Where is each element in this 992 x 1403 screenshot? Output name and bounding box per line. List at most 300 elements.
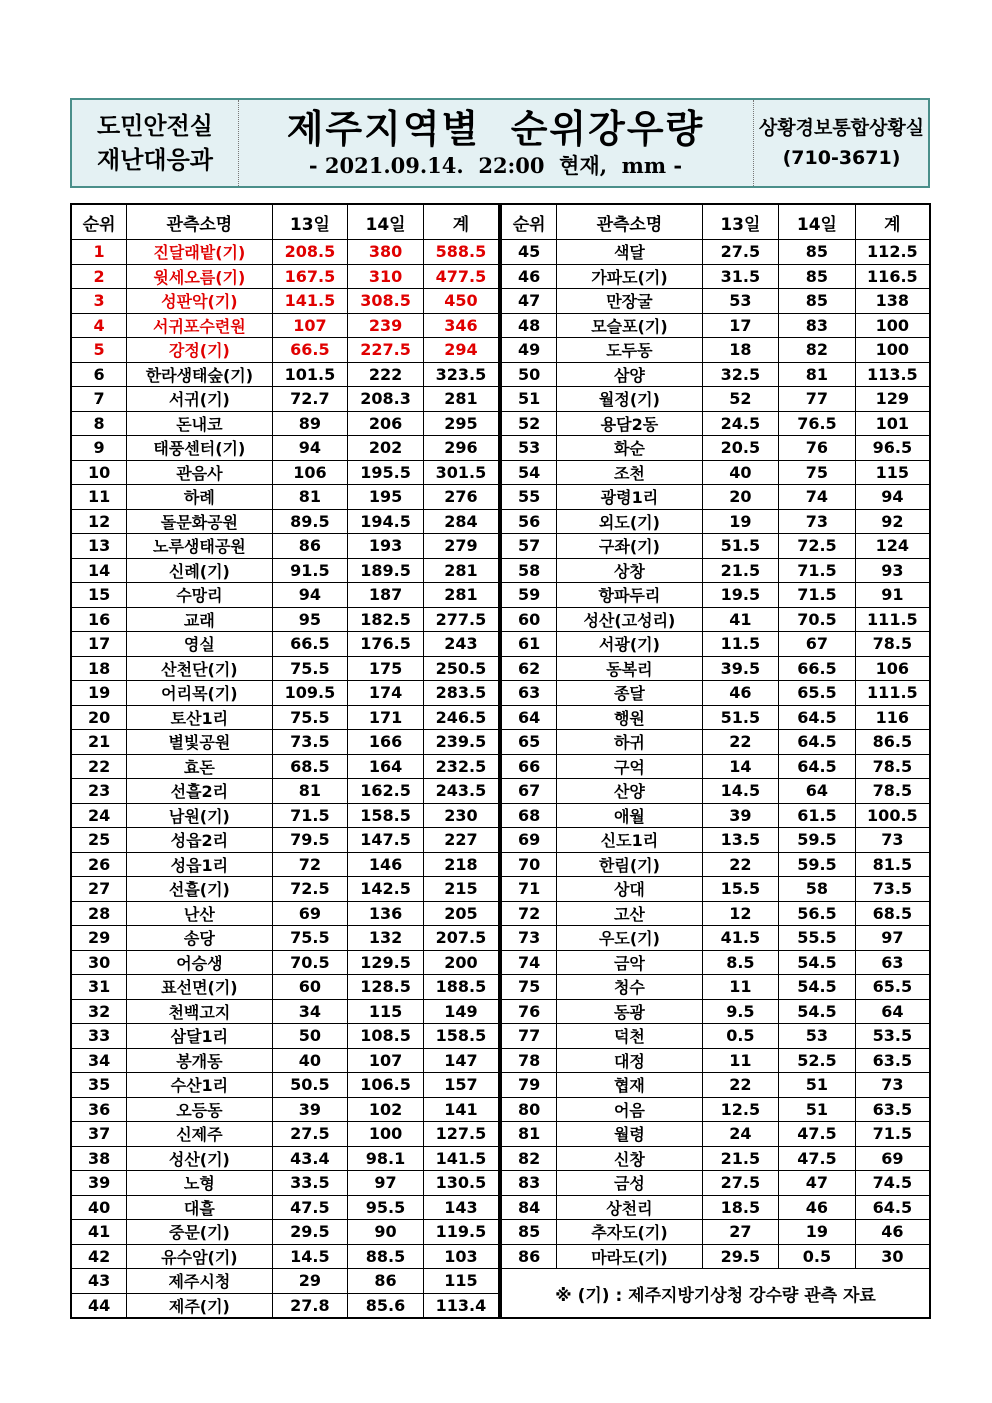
total-cell: 46 (855, 1220, 930, 1245)
day13-cell: 27.5 (702, 1171, 779, 1196)
station-cell: 신례(기) (127, 558, 272, 583)
table-row (71, 828, 499, 853)
table-row (71, 1048, 499, 1073)
day13-cell: 72.5 (272, 877, 348, 902)
day14-cell: 182.5 (348, 607, 424, 632)
station-cell: 오등동 (127, 1097, 272, 1122)
rank-cell: 39 (71, 1171, 127, 1196)
table-row (71, 705, 499, 730)
table-row (71, 411, 499, 436)
total-cell: 215 (423, 877, 499, 902)
day14-cell: 65.5 (779, 681, 856, 706)
rank-cell: 76 (501, 999, 557, 1024)
rank-cell: 48 (501, 313, 557, 338)
total-cell: 294 (423, 338, 499, 363)
day14-cell: 85.6 (348, 1293, 424, 1318)
table-row (71, 534, 499, 559)
day14-cell: 162.5 (348, 779, 424, 804)
station-cell: 진달래밭(기) (127, 240, 272, 265)
rank-cell: 69 (501, 828, 557, 853)
station-cell: 유수암(기) (127, 1244, 272, 1269)
day14-cell: 239 (348, 313, 424, 338)
day14-cell: 76 (779, 436, 856, 461)
day14-cell: 136 (348, 901, 424, 926)
rank-cell: 43 (71, 1269, 127, 1294)
total-cell: 230 (423, 803, 499, 828)
rank-cell: 54 (501, 460, 557, 485)
day14-cell: 70.5 (779, 607, 856, 632)
day13-cell: 34 (272, 999, 348, 1024)
day14-cell: 47 (779, 1171, 856, 1196)
total-cell: 147 (423, 1048, 499, 1073)
total-cell: 93 (855, 558, 930, 583)
rank-cell: 71 (501, 877, 557, 902)
day13-cell: 24 (702, 1122, 779, 1147)
station-cell: 노형 (127, 1171, 272, 1196)
day14-cell: 75 (779, 460, 856, 485)
rank-cell: 41 (71, 1220, 127, 1245)
day14-cell: 61.5 (779, 803, 856, 828)
day13-cell: 18 (702, 338, 779, 363)
total-cell: 477.5 (423, 264, 499, 289)
table-row (501, 534, 930, 559)
rank-cell: 82 (501, 1146, 557, 1171)
total-cell: 64.5 (855, 1195, 930, 1220)
total-cell: 200 (423, 950, 499, 975)
total-cell: 323.5 (423, 362, 499, 387)
day13-cell: 22 (702, 730, 779, 755)
table-row (501, 485, 930, 510)
table-row (71, 632, 499, 657)
total-cell: 141.5 (423, 1146, 499, 1171)
total-cell: 346 (423, 313, 499, 338)
table-header-row (71, 204, 499, 240)
day14-cell: 147.5 (348, 828, 424, 853)
station-cell: 산양 (557, 779, 702, 804)
total-cell: 78.5 (855, 632, 930, 657)
station-cell: 모슬포(기) (557, 313, 702, 338)
total-cell: 116 (855, 705, 930, 730)
table-row (71, 240, 499, 265)
rank-cell: 6 (71, 362, 127, 387)
rank-cell: 11 (71, 485, 127, 510)
day13-cell: 33.5 (272, 1171, 348, 1196)
rank-cell: 86 (501, 1244, 557, 1269)
station-cell: 선흘(기) (127, 877, 272, 902)
station-cell: 용담2동 (557, 411, 702, 436)
station-cell: 종달 (557, 681, 702, 706)
total-cell: 157 (423, 1073, 499, 1098)
total-cell: 100.5 (855, 803, 930, 828)
station-cell: 상대 (557, 877, 702, 902)
table-row (501, 1097, 930, 1122)
station-cell: 하례 (127, 485, 272, 510)
day13-cell: 50.5 (272, 1073, 348, 1098)
day13-cell: 72 (272, 852, 348, 877)
day13-cell: 141.5 (272, 289, 348, 314)
table-row (501, 1195, 930, 1220)
day13-cell: 89.5 (272, 509, 348, 534)
rank-cell: 21 (71, 730, 127, 755)
station-cell: 금악 (557, 950, 702, 975)
rank-cell: 56 (501, 509, 557, 534)
day13-cell: 22 (702, 852, 779, 877)
day14-cell: 195.5 (348, 460, 424, 485)
table-row (71, 803, 499, 828)
day13-cell: 43.4 (272, 1146, 348, 1171)
day14-cell: 174 (348, 681, 424, 706)
station-cell: 협재 (557, 1073, 702, 1098)
rank-cell: 74 (501, 950, 557, 975)
total-cell: 588.5 (423, 240, 499, 265)
day14-cell: 47.5 (779, 1122, 856, 1147)
office-phone: (710-3671) (782, 147, 901, 169)
station-cell: 신제주 (127, 1122, 272, 1147)
rank-cell: 18 (71, 656, 127, 681)
total-cell: 78.5 (855, 779, 930, 804)
total-cell: 115 (423, 1269, 499, 1294)
station-cell: 남원(기) (127, 803, 272, 828)
total-cell: 30 (855, 1244, 930, 1269)
table-row (501, 509, 930, 534)
total-cell: 116.5 (855, 264, 930, 289)
station-cell: 수망리 (127, 583, 272, 608)
station-cell: 덕천 (557, 1024, 702, 1049)
day13-cell: 9.5 (702, 999, 779, 1024)
day14-cell: 158.5 (348, 803, 424, 828)
total-cell: 284 (423, 509, 499, 534)
total-cell: 283.5 (423, 681, 499, 706)
total-cell: 295 (423, 411, 499, 436)
day13-cell: 29 (272, 1269, 348, 1294)
day13-cell: 8.5 (702, 950, 779, 975)
station-cell: 우도(기) (557, 926, 702, 951)
table-row (501, 460, 930, 485)
total-cell: 68.5 (855, 901, 930, 926)
day14-cell: 85 (779, 240, 856, 265)
rank-cell: 73 (501, 926, 557, 951)
rank-cell: 38 (71, 1146, 127, 1171)
rank-cell: 37 (71, 1122, 127, 1147)
table-row (501, 779, 930, 804)
total-cell: 100 (855, 338, 930, 363)
station-cell: 외도(기) (557, 509, 702, 534)
table-row (71, 852, 499, 877)
station-cell: 삼양 (557, 362, 702, 387)
rank-cell: 81 (501, 1122, 557, 1147)
day14-cell: 74 (779, 485, 856, 510)
table-row (501, 950, 930, 975)
day13-cell: 14.5 (702, 779, 779, 804)
table-row (501, 411, 930, 436)
total-cell: 158.5 (423, 1024, 499, 1049)
day13-cell: 31.5 (702, 264, 779, 289)
table-row (71, 877, 499, 902)
station-cell: 상창 (557, 558, 702, 583)
table-row (71, 607, 499, 632)
day14-cell: 83 (779, 313, 856, 338)
day13-cell: 69 (272, 901, 348, 926)
station-cell: 조천 (557, 460, 702, 485)
station-cell: 돈내코 (127, 411, 272, 436)
total-cell: 218 (423, 852, 499, 877)
day14-cell: 64 (779, 779, 856, 804)
office-name: 상황경보통합상황실 (758, 117, 925, 139)
total-cell: 149 (423, 999, 499, 1024)
rank-cell: 1 (71, 240, 127, 265)
day14-cell: 0.5 (779, 1244, 856, 1269)
col-day14: 14일 (348, 204, 424, 240)
total-cell: 281 (423, 558, 499, 583)
total-cell: 64 (855, 999, 930, 1024)
table-row (501, 1146, 930, 1171)
table-row (71, 338, 499, 363)
total-cell: 277.5 (423, 607, 499, 632)
station-cell: 삼달1리 (127, 1024, 272, 1049)
day13-cell: 75.5 (272, 705, 348, 730)
day13-cell: 22 (702, 1073, 779, 1098)
table-row (71, 950, 499, 975)
day13-cell: 70.5 (272, 950, 348, 975)
total-cell: 78.5 (855, 754, 930, 779)
station-cell: 동복리 (557, 656, 702, 681)
rank-cell: 45 (501, 240, 557, 265)
note-row (501, 1269, 930, 1319)
report-header (70, 98, 930, 188)
station-cell: 한림(기) (557, 852, 702, 877)
total-cell: 205 (423, 901, 499, 926)
table-row (501, 1073, 930, 1098)
day14-cell: 380 (348, 240, 424, 265)
total-cell: 239.5 (423, 730, 499, 755)
rank-cell: 20 (71, 705, 127, 730)
day13-cell: 11 (702, 1048, 779, 1073)
day13-cell: 101.5 (272, 362, 348, 387)
total-cell: 279 (423, 534, 499, 559)
day14-cell: 95.5 (348, 1195, 424, 1220)
table-row (501, 877, 930, 902)
day13-cell: 39 (272, 1097, 348, 1122)
total-cell: 100 (855, 313, 930, 338)
station-cell: 행원 (557, 705, 702, 730)
day13-cell: 12.5 (702, 1097, 779, 1122)
day14-cell: 71.5 (779, 558, 856, 583)
day13-cell: 20.5 (702, 436, 779, 461)
day14-cell: 132 (348, 926, 424, 951)
day13-cell: 20 (702, 485, 779, 510)
table-row (71, 1171, 499, 1196)
day13-cell: 19.5 (702, 583, 779, 608)
table-row (501, 436, 930, 461)
day14-cell: 51 (779, 1097, 856, 1122)
station-cell: 수산1리 (127, 1073, 272, 1098)
day14-cell: 100 (348, 1122, 424, 1147)
day13-cell: 15.5 (702, 877, 779, 902)
rank-cell: 16 (71, 607, 127, 632)
day14-cell: 54.5 (779, 999, 856, 1024)
station-cell: 가파도(기) (557, 264, 702, 289)
rank-cell: 55 (501, 485, 557, 510)
rank-cell: 72 (501, 901, 557, 926)
table-row (71, 1024, 499, 1049)
day14-cell: 67 (779, 632, 856, 657)
table-row (501, 558, 930, 583)
day14-cell: 171 (348, 705, 424, 730)
rank-cell: 9 (71, 436, 127, 461)
table-row (71, 1244, 499, 1269)
total-cell: 71.5 (855, 1122, 930, 1147)
table-row (71, 1293, 499, 1318)
table-row (71, 289, 499, 314)
total-cell: 63 (855, 950, 930, 975)
rank-cell: 23 (71, 779, 127, 804)
day13-cell: 17 (702, 313, 779, 338)
day13-cell: 19 (702, 509, 779, 534)
col-day14: 14일 (779, 204, 856, 240)
total-cell: 92 (855, 509, 930, 534)
station-cell: 금성 (557, 1171, 702, 1196)
rank-cell: 58 (501, 558, 557, 583)
total-cell: 101 (855, 411, 930, 436)
rank-cell: 40 (71, 1195, 127, 1220)
table-row (501, 1122, 930, 1147)
station-cell: 화순 (557, 436, 702, 461)
report-title: 제주지역별 순위강우량 (286, 107, 705, 151)
total-cell: 296 (423, 436, 499, 461)
total-cell: 127.5 (423, 1122, 499, 1147)
station-cell: 봉개동 (127, 1048, 272, 1073)
day13-cell: 46 (702, 681, 779, 706)
day14-cell: 59.5 (779, 828, 856, 853)
total-cell: 141 (423, 1097, 499, 1122)
station-cell: 월령 (557, 1122, 702, 1147)
table-row (71, 681, 499, 706)
table-row (71, 436, 499, 461)
day13-cell: 41.5 (702, 926, 779, 951)
rank-cell: 46 (501, 264, 557, 289)
day13-cell: 51.5 (702, 534, 779, 559)
day14-cell: 308.5 (348, 289, 424, 314)
day13-cell: 60 (272, 975, 348, 1000)
day14-cell: 71.5 (779, 583, 856, 608)
table-row (71, 1097, 499, 1122)
day14-cell: 76.5 (779, 411, 856, 436)
station-cell: 애월 (557, 803, 702, 828)
total-cell: 63.5 (855, 1097, 930, 1122)
table-row (501, 681, 930, 706)
total-cell: 94 (855, 485, 930, 510)
total-cell: 301.5 (423, 460, 499, 485)
rank-cell: 22 (71, 754, 127, 779)
day14-cell: 66.5 (779, 656, 856, 681)
day14-cell: 142.5 (348, 877, 424, 902)
station-cell: 영실 (127, 632, 272, 657)
day13-cell: 94 (272, 436, 348, 461)
rainfall-table-left (70, 203, 500, 1319)
total-cell: 130.5 (423, 1171, 499, 1196)
day14-cell: 82 (779, 338, 856, 363)
station-cell: 월정(기) (557, 387, 702, 412)
rank-cell: 14 (71, 558, 127, 583)
rank-cell: 30 (71, 950, 127, 975)
day14-cell: 176.5 (348, 632, 424, 657)
rank-cell: 28 (71, 901, 127, 926)
day14-cell: 175 (348, 656, 424, 681)
rank-cell: 49 (501, 338, 557, 363)
station-cell: 천백고지 (127, 999, 272, 1024)
total-cell: 115 (855, 460, 930, 485)
rank-cell: 3 (71, 289, 127, 314)
day13-cell: 21.5 (702, 558, 779, 583)
day14-cell: 77 (779, 387, 856, 412)
day14-cell: 98.1 (348, 1146, 424, 1171)
rank-cell: 12 (71, 509, 127, 534)
station-cell: 성읍1리 (127, 852, 272, 877)
day13-cell: 29.5 (702, 1244, 779, 1269)
day13-cell: 41 (702, 607, 779, 632)
total-cell: 73.5 (855, 877, 930, 902)
day14-cell: 86 (348, 1269, 424, 1294)
rank-cell: 79 (501, 1073, 557, 1098)
day13-cell: 66.5 (272, 632, 348, 657)
day14-cell: 202 (348, 436, 424, 461)
total-cell: 97 (855, 926, 930, 951)
day13-cell: 27.5 (272, 1122, 348, 1147)
day13-cell: 29.5 (272, 1220, 348, 1245)
day14-cell: 146 (348, 852, 424, 877)
station-cell: 성산(고성리) (557, 607, 702, 632)
day13-cell: 39 (702, 803, 779, 828)
total-cell: 246.5 (423, 705, 499, 730)
table-row (71, 901, 499, 926)
rank-cell: 66 (501, 754, 557, 779)
station-cell: 중문(기) (127, 1220, 272, 1245)
station-cell: 항파두리 (557, 583, 702, 608)
day13-cell: 106 (272, 460, 348, 485)
rainfall-table-right (500, 203, 931, 1319)
station-cell: 어음 (557, 1097, 702, 1122)
rank-cell: 2 (71, 264, 127, 289)
day13-cell: 47.5 (272, 1195, 348, 1220)
table-row (71, 1195, 499, 1220)
rank-cell: 50 (501, 362, 557, 387)
rank-cell: 64 (501, 705, 557, 730)
total-cell: 65.5 (855, 975, 930, 1000)
table-row (71, 975, 499, 1000)
station-cell: 관음사 (127, 460, 272, 485)
report-subtitle: - 2021.09.14. 22:00 현재, mm - (308, 153, 683, 178)
day14-cell: 193 (348, 534, 424, 559)
rank-cell: 57 (501, 534, 557, 559)
table-row (501, 828, 930, 853)
station-cell: 대정 (557, 1048, 702, 1073)
table-row (71, 656, 499, 681)
day14-cell: 59.5 (779, 852, 856, 877)
rank-cell: 70 (501, 852, 557, 877)
table-row (71, 313, 499, 338)
rank-cell: 67 (501, 779, 557, 804)
day14-cell: 102 (348, 1097, 424, 1122)
day14-cell: 310 (348, 264, 424, 289)
day14-cell: 164 (348, 754, 424, 779)
day13-cell: 94 (272, 583, 348, 608)
station-cell: 제주(기) (127, 1293, 272, 1318)
col-rank: 순위 (501, 204, 557, 240)
total-cell: 111.5 (855, 607, 930, 632)
day13-cell: 95 (272, 607, 348, 632)
col-rank: 순위 (71, 204, 127, 240)
total-cell: 281 (423, 583, 499, 608)
